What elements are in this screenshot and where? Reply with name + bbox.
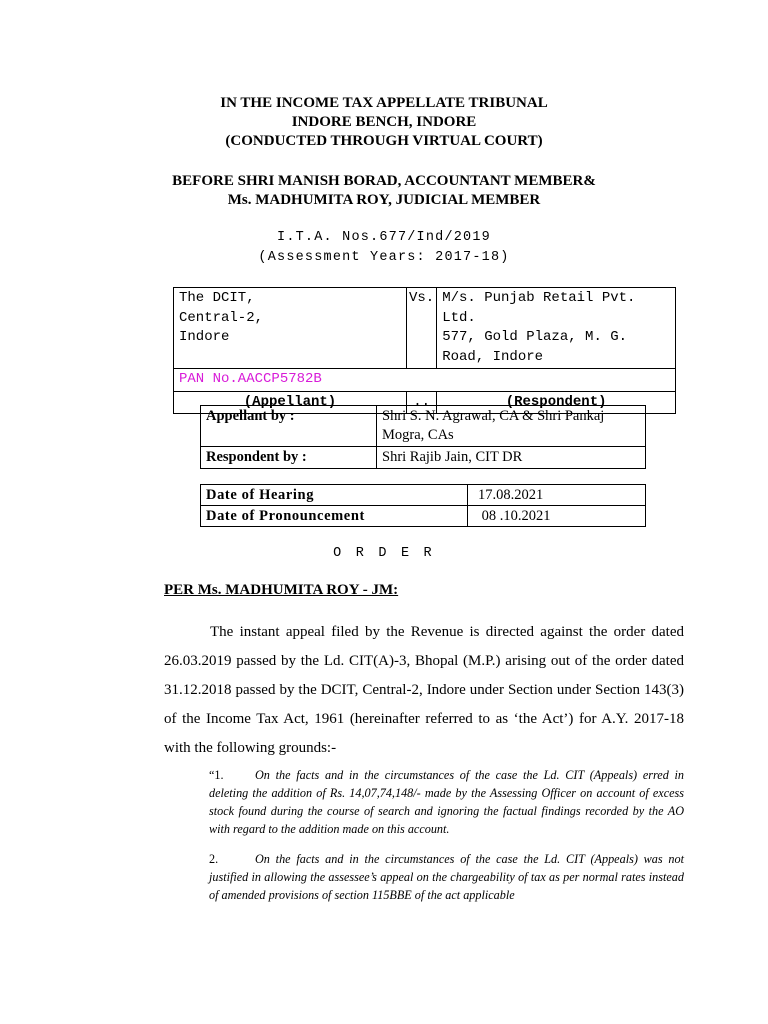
ground-1-text: On the facts and in the circumstances of the case the Ld. CIT (Appeals) erred in deleting the addition of Rs. 14,07,74,148/- made by the Assessing Officer on account of excess stock found during the course of search and ignoring the factual findings recorded by the AO with regard to the addition made on this account. (209, 768, 684, 836)
hearing-date: 17.08.2021 (468, 485, 646, 506)
tribunal-title: IN THE INCOME TAX APPELLATE TRIBUNAL (220, 95, 548, 111)
respondent-by-label: Respondent by : (201, 447, 377, 469)
versus-label: Vs. (409, 290, 435, 306)
pronouncement-label: Date of Pronouncement (201, 506, 468, 527)
respondent-label: (Respondent) (437, 391, 676, 414)
respondent-line: 577, Gold Plaza, M. G. (442, 329, 628, 345)
appellant-line: Central-2, (179, 309, 264, 326)
respondent-line: M/s. Punjab Retail Pvt. Ltd. (442, 290, 636, 326)
author-heading: PER Ms. MADHUMITA ROY - JM: (164, 582, 399, 598)
appellant-cell (174, 288, 407, 369)
respondent-line: Road, Indore (442, 348, 544, 365)
pronouncement-date: 08 .10.2021 (468, 506, 646, 527)
ground-1 (209, 766, 684, 838)
body-paragraph: The instant appeal filed by the Revenue is directed against the order dated 26.03.2019 passed by the Ld. CIT(A)-3, Bhopal (M.P.) arising out of the order dated 31.12.2018 passed by the DCIT, Central-2, Indore under Section under Section 143(3) of the Income Tax Act, 1961 (hereinafter referred to as ‘the Act’) for A.Y. 2017-18 with the following grounds:- (164, 624, 684, 756)
virtual-court-note: (CONDUCTED THROUGH VIRTUAL COURT) (225, 133, 543, 149)
ita-number: I.T.A. Nos.677/Ind/2019 (277, 230, 491, 245)
respondent-cell (437, 288, 676, 369)
ground-2 (209, 850, 684, 904)
assessment-year: (Assessment Years: 2017-18) (258, 250, 510, 265)
dates-table (200, 484, 646, 527)
parties-table (173, 287, 676, 414)
ground-2-text: On the facts and in the circumstances of the case the Ld. CIT (Appeals) was not justified in allowing the assessee’s appeal on the chargeability of tax as per normal rates instead of amended provisions of section 115BBE of the act applicable (209, 852, 684, 902)
versus-cell (407, 288, 437, 369)
appellant-by-label: Appellant by : (201, 406, 377, 447)
appellant-line: Indore (179, 329, 230, 345)
order-body (164, 618, 684, 763)
ground-2-number: 2. (209, 852, 219, 866)
hearing-label: Date of Hearing (201, 485, 468, 506)
appellant-label: (Appellant) (174, 391, 407, 414)
appellant-by-value: Shri S. N. Agrawal, CA & Shri Pankaj Mogra, CAs (377, 406, 646, 447)
dots-separator: .. (407, 391, 437, 414)
pan-number: PAN No.AACCP5782B (174, 369, 676, 392)
representatives-table (200, 405, 646, 469)
respondent-by-value: Shri Rajib Jain, CIT DR (377, 447, 646, 469)
ground-1-number: “1. (209, 768, 224, 782)
order-title: O R D E R (333, 546, 435, 561)
bench-location: INDORE BENCH, INDORE (291, 114, 477, 130)
bench-member-2: Ms. MADHUMITA ROY, JUDICIAL MEMBER (227, 192, 541, 208)
appellant-line: The DCIT, (179, 290, 255, 306)
bench-member-1: BEFORE SHRI MANISH BORAD, ACCOUNTANT MEMBER& (172, 173, 596, 189)
